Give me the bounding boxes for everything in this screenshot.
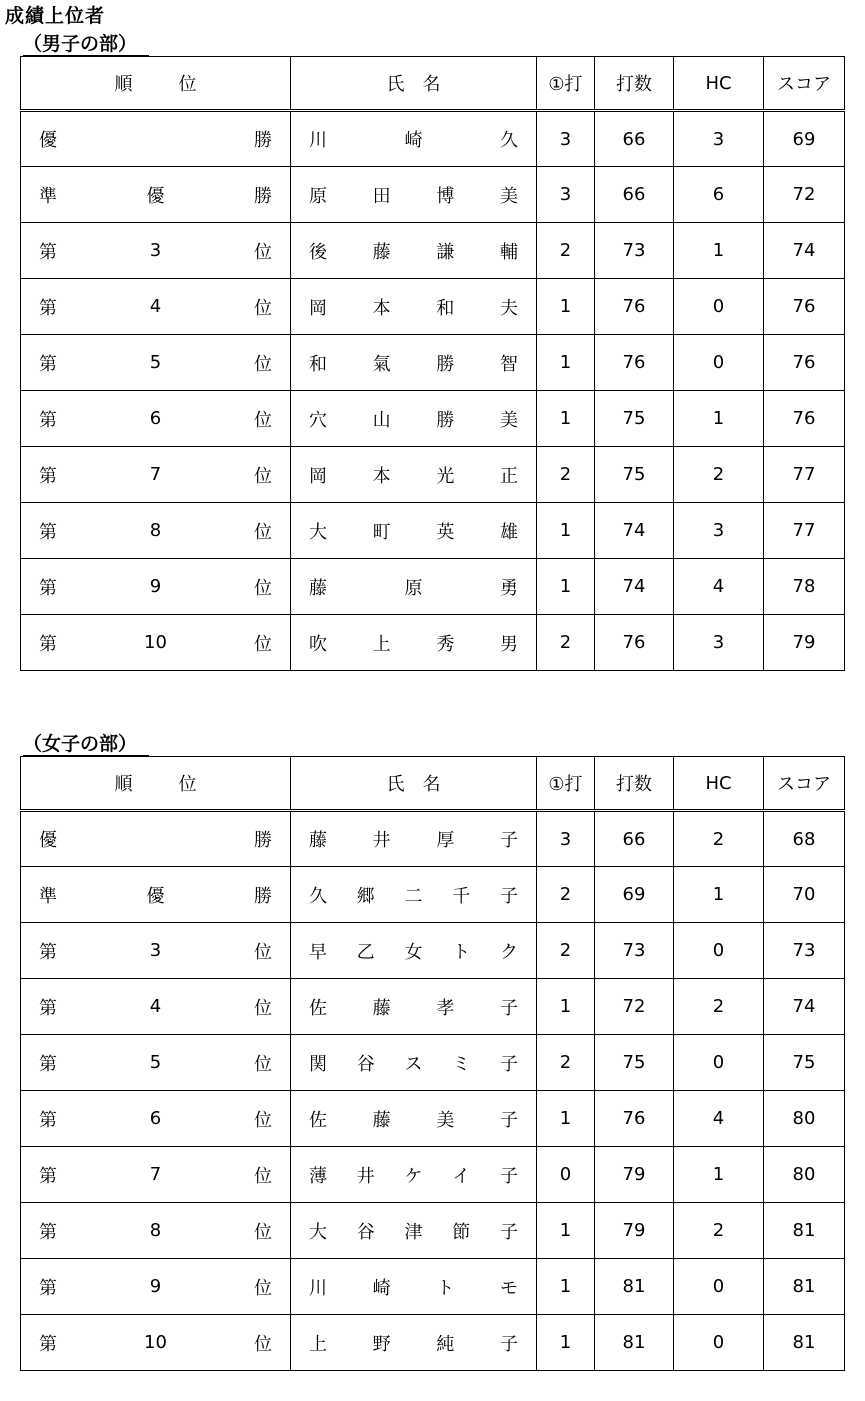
strokes-cell: 76 (595, 1091, 674, 1147)
score-cell: 74 (764, 979, 845, 1035)
strokes-cell: 75 (595, 1035, 674, 1091)
name-cell: 久 郷 二 千 子 (291, 867, 537, 923)
strokes-cell: 73 (595, 923, 674, 979)
rank-cell: 第 10 位 (21, 615, 291, 671)
rank-cell: 第 5 位 (21, 1035, 291, 1091)
strokes-cell: 66 (595, 111, 674, 167)
score-cell: 75 (764, 1035, 845, 1091)
strokes-cell: 81 (595, 1259, 674, 1315)
first-hole-cell: 2 (537, 447, 595, 503)
header-row (21, 57, 845, 111)
first-hole-cell: 1 (537, 335, 595, 391)
strokes-header: 打数 (595, 57, 674, 111)
rank-cell: 第 6 位 (21, 391, 291, 447)
table-row (21, 1147, 845, 1203)
first-hole-cell: 3 (537, 111, 595, 167)
first-hole-cell: 2 (537, 615, 595, 671)
name-header: 氏 名 (291, 757, 537, 811)
table-row (21, 167, 845, 223)
name-cell: 早 乙 女 ト ク (291, 923, 537, 979)
rank-cell: 優 勝 (21, 111, 291, 167)
strokes-cell: 76 (595, 335, 674, 391)
first-hole-cell: 1 (537, 1259, 595, 1315)
score-cell: 76 (764, 279, 845, 335)
rank-cell: 準 優 勝 (21, 167, 291, 223)
table-row (21, 447, 845, 503)
first-hole-cell: 1 (537, 1203, 595, 1259)
rank-cell: 第 4 位 (21, 979, 291, 1035)
handicap-header: HC (674, 757, 764, 811)
score-cell: 72 (764, 167, 845, 223)
first-hole-cell: 0 (537, 1147, 595, 1203)
handicap-cell: 2 (674, 811, 764, 867)
handicap-cell: 2 (674, 1203, 764, 1259)
first-hole-header: ①打 (537, 57, 595, 111)
first-hole-cell: 3 (537, 167, 595, 223)
strokes-cell: 81 (595, 1315, 674, 1371)
handicap-cell: 4 (674, 1091, 764, 1147)
table-row (21, 867, 845, 923)
strokes-cell: 66 (595, 811, 674, 867)
handicap-cell: 1 (674, 391, 764, 447)
strokes-cell: 66 (595, 167, 674, 223)
first-hole-cell: 1 (537, 1091, 595, 1147)
handicap-cell: 1 (674, 867, 764, 923)
rank-cell: 第 10 位 (21, 1315, 291, 1371)
section-label-men: （男子の部） (23, 33, 149, 57)
handicap-cell: 0 (674, 1035, 764, 1091)
first-hole-cell: 2 (537, 1035, 595, 1091)
handicap-cell: 0 (674, 279, 764, 335)
handicap-cell: 6 (674, 167, 764, 223)
rank-cell: 第 8 位 (21, 503, 291, 559)
first-hole-cell: 3 (537, 811, 595, 867)
handicap-cell: 3 (674, 111, 764, 167)
rank-cell: 第 9 位 (21, 559, 291, 615)
score-cell: 81 (764, 1315, 845, 1371)
strokes-cell: 79 (595, 1203, 674, 1259)
strokes-cell: 76 (595, 615, 674, 671)
handicap-cell: 4 (674, 559, 764, 615)
rank-cell: 第 3 位 (21, 923, 291, 979)
name-cell: 岡 本 光 正 (291, 447, 537, 503)
name-cell: 藤 井 厚 子 (291, 811, 537, 867)
strokes-cell: 74 (595, 503, 674, 559)
page-title: 成績上位者 (5, 5, 106, 27)
name-cell: 後 藤 謙 輔 (291, 223, 537, 279)
rank-cell: 準 優 勝 (21, 867, 291, 923)
rank-cell: 第 3 位 (21, 223, 291, 279)
name-cell: 川 崎 久 (291, 111, 537, 167)
rank-cell: 第 7 位 (21, 1147, 291, 1203)
handicap-cell: 0 (674, 923, 764, 979)
name-cell: 佐 藤 美 子 (291, 1091, 537, 1147)
first-hole-cell: 1 (537, 1315, 595, 1371)
rank-cell: 第 7 位 (21, 447, 291, 503)
table-row (21, 503, 845, 559)
score-cell: 77 (764, 503, 845, 559)
score-cell: 81 (764, 1259, 845, 1315)
strokes-cell: 79 (595, 1147, 674, 1203)
name-header: 氏 名 (291, 57, 537, 111)
table-row (21, 923, 845, 979)
score-cell: 74 (764, 223, 845, 279)
table-row (21, 391, 845, 447)
name-cell: 関 谷 ス ミ 子 (291, 1035, 537, 1091)
strokes-header: 打数 (595, 757, 674, 811)
rank-cell: 第 9 位 (21, 1259, 291, 1315)
table-row (21, 1259, 845, 1315)
first-hole-cell: 2 (537, 223, 595, 279)
first-hole-cell: 2 (537, 867, 595, 923)
strokes-cell: 69 (595, 867, 674, 923)
rank-cell: 第 5 位 (21, 335, 291, 391)
handicap-cell: 2 (674, 979, 764, 1035)
results-table-women (20, 756, 845, 1371)
table-row (21, 979, 845, 1035)
table-row (21, 1315, 845, 1371)
table-row (21, 615, 845, 671)
score-cell: 69 (764, 111, 845, 167)
score-cell: 77 (764, 447, 845, 503)
score-header: スコア (764, 57, 845, 111)
handicap-cell: 3 (674, 615, 764, 671)
name-cell: 原 田 博 美 (291, 167, 537, 223)
name-cell: 大 谷 津 節 子 (291, 1203, 537, 1259)
score-cell: 76 (764, 391, 845, 447)
table-row (21, 335, 845, 391)
name-cell: 和 氣 勝 智 (291, 335, 537, 391)
name-cell: 川 崎 ト モ (291, 1259, 537, 1315)
score-cell: 79 (764, 615, 845, 671)
name-cell: 大 町 英 雄 (291, 503, 537, 559)
table-row (21, 1035, 845, 1091)
handicap-cell: 0 (674, 1259, 764, 1315)
rank-cell: 第 4 位 (21, 279, 291, 335)
first-hole-cell: 1 (537, 391, 595, 447)
name-cell: 薄 井 ケ イ 子 (291, 1147, 537, 1203)
handicap-cell: 1 (674, 1147, 764, 1203)
first-hole-cell: 1 (537, 503, 595, 559)
score-cell: 80 (764, 1147, 845, 1203)
rank-header: 順 位 (21, 757, 291, 811)
table-row (21, 1203, 845, 1259)
table-row (21, 223, 845, 279)
score-cell: 73 (764, 923, 845, 979)
rank-cell: 第 8 位 (21, 1203, 291, 1259)
score-cell: 80 (764, 1091, 845, 1147)
strokes-cell: 72 (595, 979, 674, 1035)
handicap-cell: 0 (674, 1315, 764, 1371)
rank-cell: 優 勝 (21, 811, 291, 867)
score-cell: 70 (764, 867, 845, 923)
strokes-cell: 76 (595, 279, 674, 335)
table-row (21, 111, 845, 167)
first-hole-cell: 1 (537, 559, 595, 615)
handicap-cell: 1 (674, 223, 764, 279)
name-cell: 上 野 純 子 (291, 1315, 537, 1371)
name-cell: 穴 山 勝 美 (291, 391, 537, 447)
score-cell: 78 (764, 559, 845, 615)
strokes-cell: 75 (595, 391, 674, 447)
header-row (21, 757, 845, 811)
section-label-women: （女子の部） (23, 733, 149, 757)
first-hole-cell: 1 (537, 979, 595, 1035)
score-cell: 76 (764, 335, 845, 391)
name-cell: 佐 藤 孝 子 (291, 979, 537, 1035)
handicap-cell: 0 (674, 335, 764, 391)
handicap-cell: 3 (674, 503, 764, 559)
table-row (21, 279, 845, 335)
rank-header: 順 位 (21, 57, 291, 111)
name-cell: 藤 原 勇 (291, 559, 537, 615)
first-hole-header: ①打 (537, 757, 595, 811)
score-cell: 81 (764, 1203, 845, 1259)
rank-cell: 第 6 位 (21, 1091, 291, 1147)
results-table-men (20, 56, 845, 671)
strokes-cell: 75 (595, 447, 674, 503)
strokes-cell: 73 (595, 223, 674, 279)
name-cell: 吹 上 秀 男 (291, 615, 537, 671)
handicap-cell: 2 (674, 447, 764, 503)
table-row (21, 1091, 845, 1147)
score-header: スコア (764, 757, 845, 811)
score-cell: 68 (764, 811, 845, 867)
handicap-header: HC (674, 57, 764, 111)
first-hole-cell: 1 (537, 279, 595, 335)
first-hole-cell: 2 (537, 923, 595, 979)
name-cell: 岡 本 和 夫 (291, 279, 537, 335)
table-row (21, 559, 845, 615)
strokes-cell: 74 (595, 559, 674, 615)
table-row (21, 811, 845, 867)
